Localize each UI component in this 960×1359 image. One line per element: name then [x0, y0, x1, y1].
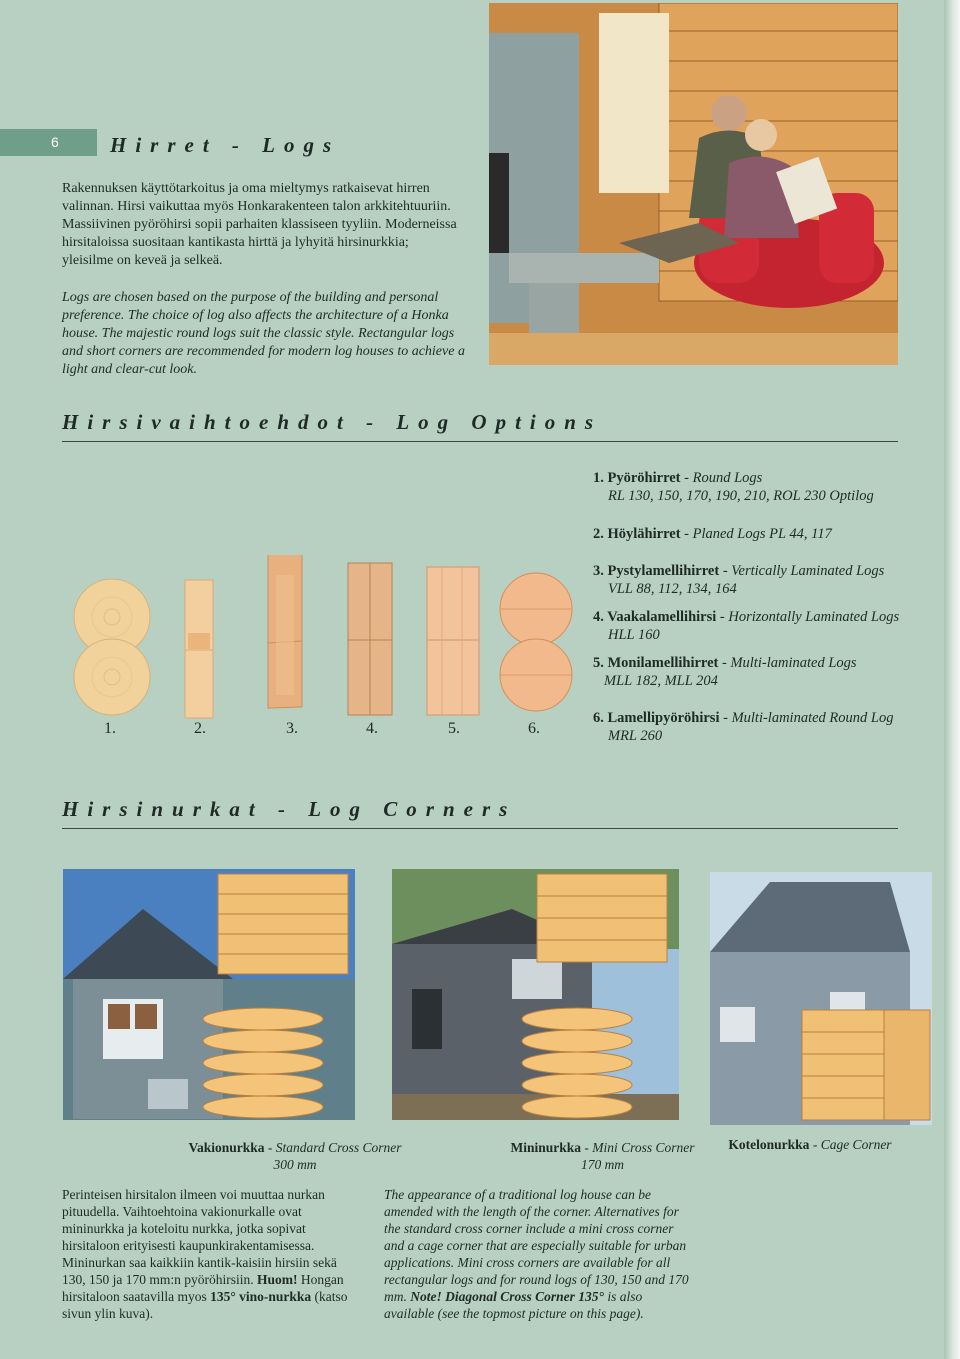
corners-text-finnish: Perinteisen hirsitalon ilmeen voi muuttaa nurkan pituudella. Vaihtoehtoina vakionurkalle ovat mininurkka ja koteloitu nurkka, jotka sopivat hirsitaloon erityisesti kaupunkirakentamisessa. Mininurkan saa kaikkiin kantik-kaisiin hirsiin sekä 130, 150 ja 170 mm:n pyöröhirsiin. Huom! Hongan hirsitaloon saatavilla myos 135° vino-nurkka (katso sivun ylin kuva).	[62, 1187, 348, 1321]
corners-text-english: The appearance of a traditional log house can be amended with the length of the corner. Alternatives for the standard cross corner include a mini cross corner and a cage corner that are especially suitable for urban applications. Mini cross corners are available for all rectangular logs and for round logs of 130, 150 and 170 mm. Note! Diagonal Cross Corner 135° is also available (see the topmost picture on this page).	[384, 1187, 689, 1321]
intro-finnish: Rakennuksen käyttötarkoitus ja oma mieltymys ratkaisevat hirren valinnan. Hirsi vaikuttaa myös Honkarakenteen talon arkkitehtuuriin. Massiivinen pyöröhirsi sopii parhaiten klassiseen tyyliin. Moderneissa hirsitaloissa suositaan kantikasta hirttä ja lyhyitä hirsinurkkia; yleisilme on keveä ja selkeä.	[62, 181, 457, 268]
option-6: 6. Lamellipyöröhirsi - Multi-laminated Round Log MRL 260	[593, 710, 894, 744]
page-number: 6	[0, 129, 97, 156]
cage-corner-photo	[710, 872, 932, 1125]
log-profile-2	[185, 580, 213, 718]
caption-mini-corner: Mininurkka - Mini Cross Corner 170 mm	[510, 1140, 695, 1172]
caption-cage-corner: Kotelonurkka - Cage Corner	[728, 1137, 892, 1152]
log-profile-6	[500, 573, 572, 711]
option-1: 1. Pyöröhirret - Round Logs RL 130, 150, 170, 190, 210, ROL 230 Optilog	[593, 470, 874, 504]
interior-photo	[489, 3, 898, 365]
mini-corner-photo	[392, 869, 679, 1120]
log-number-3: 3.	[286, 720, 298, 737]
log-profile-3	[268, 555, 302, 708]
section-title-corners: Hirsinurkat - Log Corners	[62, 797, 517, 821]
option-5: 5. Monilamellihirret - Multi-laminated Logs MLL 182, MLL 204	[593, 655, 857, 689]
standard-corner-photo	[63, 869, 355, 1120]
log-number-5: 5.	[448, 720, 460, 737]
log-profile-4	[348, 563, 392, 715]
section-rule	[62, 441, 898, 442]
option-3: 3. Pystylamellihirret - Vertically Laminated Logs VLL 88, 112, 134, 164	[593, 563, 885, 597]
log-profile-5	[427, 567, 479, 715]
section-title-options: Hirsivaihtoehdot - Log Options	[62, 410, 603, 434]
log-number-6: 6.	[528, 720, 540, 737]
log-number-4: 4.	[366, 720, 378, 737]
log-profiles-illustration	[70, 555, 580, 720]
page-title: Hirret - Logs	[110, 133, 341, 157]
option-2: 2. Höylähirret - Planed Logs PL 44, 117	[593, 526, 832, 542]
option-4: 4. Vaakalamellihirsi - Horizontally Laminated Logs HLL 160	[593, 609, 900, 643]
section-rule	[62, 828, 898, 829]
log-number-1: 1.	[104, 720, 116, 737]
log-profile-1	[74, 579, 150, 715]
log-number-2: 2.	[194, 720, 206, 737]
intro-english: Logs are chosen based on the purpose of the building and personal preference. The choice of log also affects the architecture of a Honka house. The majestic round logs suit the classic style. Rectangular logs and short corners are recommended for modern log houses to achieve a light and clear-cut look.	[62, 290, 465, 377]
caption-standard-corner: Vakionurkka - Standard Cross Corner 300 mm	[188, 1140, 402, 1172]
page-edge	[944, 0, 960, 1359]
